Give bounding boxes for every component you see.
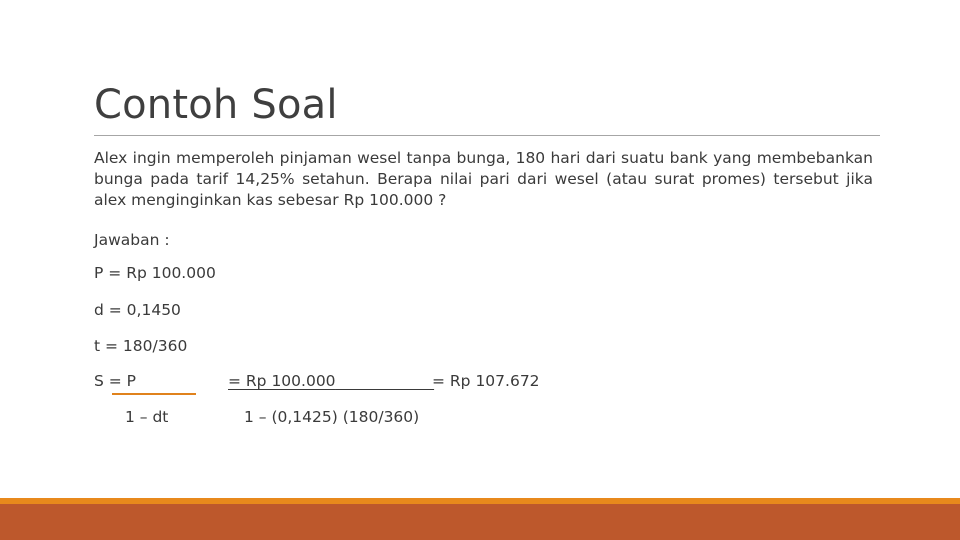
given-discount-rate: d = 0,1450 [94, 301, 181, 319]
formula-rhs-denominator: 1 – (0,1425) (180/360) [244, 408, 420, 426]
answer-label: Jawaban : [94, 231, 170, 249]
footer-band [0, 504, 960, 540]
title-divider [94, 135, 880, 136]
formula-rhs-numerator-text: = Rp 100.000 [228, 372, 336, 390]
formula-rhs-underline-extension [336, 372, 435, 390]
given-principal: P = Rp 100.000 [94, 264, 216, 282]
fraction-bar [112, 393, 196, 395]
formula-result: = Rp 107.672 [432, 372, 540, 390]
slide-body [94, 148, 874, 211]
slide-title: Contoh Soal [94, 82, 338, 128]
formula-lhs: S = P [94, 372, 137, 390]
given-time: t = 180/360 [94, 337, 188, 355]
question-text: Alex ingin memperoleh pinjaman wesel tanpa bunga, 180 hari dari suatu bank yang membebankan bunga pada tarif 14,25% setahun. Berapa nilai pari dari wesel (atau surat promes) tersebut jika alex menginginkan kas sebesar Rp 100.000 ? [94, 149, 873, 209]
formula-lhs-denominator: 1 – dt [125, 408, 169, 426]
formula-rhs-numerator [228, 372, 434, 390]
